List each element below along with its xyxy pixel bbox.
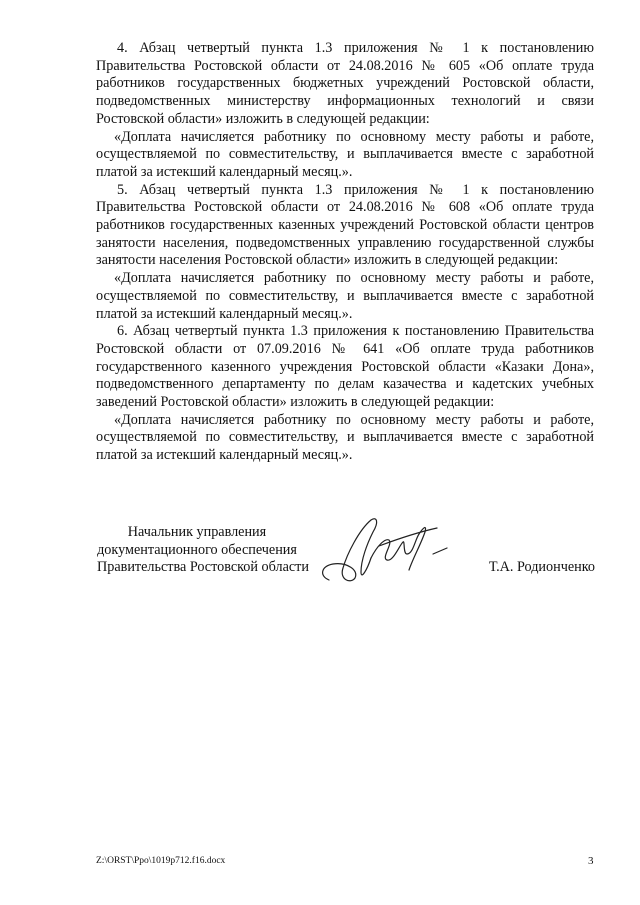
paragraph-item-6: 6. Абзац четвертый пункта 1.3 приложения к постановлению Правительства Ростовской области от 07.09.2016 № 641 «Об оплате труда работников государственного казенного учреждения Ростовской области «Казаки Дона», подведомственного департаменту по делам казачества и кадетских учебных заведений Ростовской области» изложить в следующей редакции: [96,323,594,411]
signatory-title-line: Правительства Ростовской области [97,559,309,576]
signatory-name: Т.А. Родионченко [488,559,595,575]
paragraph-quote-5: «Доплата начисляется работнику по основному месту работы и работе, осуществляемой по совместительству, и выплачивается вместе с заработной платой за истекший календарный месяц.». [96,270,594,322]
page-number: 3 [588,855,594,867]
paragraph-item-4: 4. Абзац четвертый пункта 1.3 приложения № 1 к постановлению Правительства Ростовской области от 24.08.2016 № 605 «Об оплате труда работников государственных бюджетных учреждений Ростовской области, подведомственных министерству информационных технологий и связи Ростовской области» изложить в следующей редакции: [96,40,594,127]
signatory-title-line: документационного обеспечения [97,541,297,558]
paragraph-quote-4: «Доплата начисляется работнику по основному месту работы и работе, осуществляемой по совместительству, и выплачивается вместе с заработной платой за истекший календарный месяц.». [96,128,594,180]
paragraph-quote-6: «Доплата начисляется работнику по основному месту работы и работе, осуществляемой по совместительству, и выплачивается вместе с заработной платой за истекший календарный месяц.». [96,411,594,464]
file-path: Z:\ORST\Ppo\1019p712.f16.docx [96,856,226,866]
signatory-title-line: Начальник управления [127,524,267,540]
handwritten-signature [315,510,465,590]
signatory-title [97,524,309,577]
paragraph-item-5: 5. Абзац четвертый пункта 1.3 приложения № 1 к постановлению Правительства Ростовской области от 24.08.2016 № 608 «Об оплате труда работников государственных казенных учреждений Ростовской области центров занятости населения, подведомственных управлению государственной службы занятости населения Ростовской области» изложить в следующей редакции: [96,181,594,269]
signature-block [97,524,597,604]
document-body [96,40,594,465]
